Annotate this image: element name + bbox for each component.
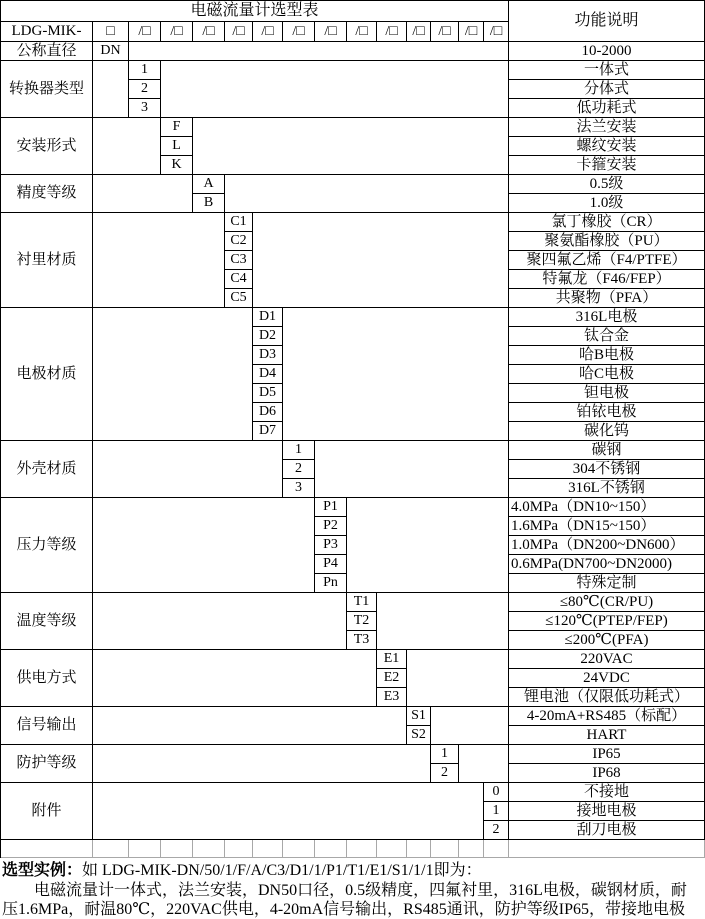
slash-code-box: /□ xyxy=(459,22,484,42)
function-cell: 钽电极 xyxy=(509,384,705,403)
filler-cell xyxy=(93,498,315,593)
function-cell: 碳钢 xyxy=(509,441,705,460)
example-model-code: 如 LDG-MIK-DN/50/1/F/A/C3/D1/1/P1/T1/E1/S1/1/1即为： xyxy=(82,862,482,879)
code-box: □ xyxy=(93,22,129,42)
code-cell: E1 xyxy=(377,650,407,669)
filler-cell xyxy=(93,308,253,441)
gridline-remnant-cell xyxy=(431,840,459,858)
slash-code-box: /□ xyxy=(129,22,161,42)
code-cell: S1 xyxy=(407,707,431,726)
example-description: 电磁流量计一体式，法兰安装，DN50口径，0.5级精度，四氟衬里，316L电极，碳钢材质，耐压1.6MPa，耐温80℃，220VAC供电，4-20mA信号输出，RS485通讯，防护等级IP65，带接地电极 xyxy=(2,882,687,918)
filler-cell xyxy=(93,783,484,840)
section-label: 电极材质 xyxy=(1,308,93,441)
function-cell: ≤200℃(PFA) xyxy=(509,631,705,650)
filler-cell xyxy=(377,593,509,650)
function-cell: 钛合金 xyxy=(509,327,705,346)
slash-code-box: /□ xyxy=(347,22,377,42)
code-cell: 1 xyxy=(484,802,509,821)
filler-cell xyxy=(93,61,129,118)
gridline-remnant-cell xyxy=(347,840,377,858)
filler-cell xyxy=(407,650,509,707)
section-label: 转换器类型 xyxy=(1,61,93,118)
function-cell: 法兰安装 xyxy=(509,118,705,137)
section-label: 外壳材质 xyxy=(1,441,93,498)
section-label: 温度等级 xyxy=(1,593,93,650)
code-cell: 2 xyxy=(129,80,161,99)
section-label: 安装形式 xyxy=(1,118,93,175)
filler-cell xyxy=(193,118,509,175)
code-cell: P3 xyxy=(315,536,347,555)
function-cell: 不接地 xyxy=(509,783,705,802)
table-title: 电磁流量计选型表 xyxy=(1,1,509,22)
function-cell: 碳化钨 xyxy=(509,422,705,441)
function-cell: 卡箍安装 xyxy=(509,156,705,175)
code-cell: B xyxy=(193,194,225,213)
filler-cell xyxy=(93,118,161,175)
code-cell: T3 xyxy=(347,631,377,650)
gridline-remnant-cell xyxy=(509,840,705,858)
function-cell: 螺纹安装 xyxy=(509,137,705,156)
function-cell: 304不锈钢 xyxy=(509,460,705,479)
function-cell: 分体式 xyxy=(509,80,705,99)
function-cell: 316L不锈钢 xyxy=(509,479,705,498)
gridline-remnant-cell xyxy=(315,840,347,858)
filler-cell xyxy=(93,745,431,783)
function-cell: 铂铱电极 xyxy=(509,403,705,422)
gridline-remnant-cell xyxy=(93,840,129,858)
function-cell: 4.0MPa（DN10~150） xyxy=(509,498,705,517)
code-cell: K xyxy=(161,156,193,175)
code-cell: A xyxy=(193,175,225,194)
section-label: 衬里材质 xyxy=(1,213,93,308)
filler-cell xyxy=(253,213,509,308)
function-cell: 4-20mA+RS485（标配） xyxy=(509,707,705,726)
function-cell: 哈B电极 xyxy=(509,346,705,365)
section-label: 供电方式 xyxy=(1,650,93,707)
function-cell: 24VDC xyxy=(509,669,705,688)
filler-cell xyxy=(93,441,283,498)
function-cell: 氯丁橡胶（CR） xyxy=(509,213,705,232)
function-cell: HART xyxy=(509,726,705,745)
section-label: 公称直径 xyxy=(1,42,93,61)
filler-cell xyxy=(93,707,407,745)
code-cell: D5 xyxy=(253,384,283,403)
function-cell: IP68 xyxy=(509,764,705,783)
function-cell: 一体式 xyxy=(509,61,705,80)
gridline-remnant-cell xyxy=(161,840,193,858)
slash-code-box: /□ xyxy=(407,22,431,42)
filler-cell xyxy=(283,308,509,441)
filler-cell xyxy=(459,745,509,783)
code-cell: Pn xyxy=(315,574,347,593)
filler-cell xyxy=(93,593,347,650)
code-cell: 0 xyxy=(484,783,509,802)
gridline-remnant-cell xyxy=(283,840,315,858)
section-label: 信号输出 xyxy=(1,707,93,745)
gridline-remnant-cell xyxy=(253,840,283,858)
code-cell: T2 xyxy=(347,612,377,631)
filler-cell xyxy=(129,42,509,61)
example-heading: 选型实例： xyxy=(2,862,83,879)
code-cell: D4 xyxy=(253,365,283,384)
filler-cell xyxy=(431,707,509,745)
code-cell: S2 xyxy=(407,726,431,745)
slash-code-box: /□ xyxy=(225,22,253,42)
filler-cell xyxy=(93,175,193,213)
code-cell: C5 xyxy=(225,289,253,308)
code-cell: C1 xyxy=(225,213,253,232)
code-cell: P1 xyxy=(315,498,347,517)
code-cell: L xyxy=(161,137,193,156)
code-cell: 2 xyxy=(283,460,315,479)
function-cell: 1.0MPa（DN200~DN600） xyxy=(509,536,705,555)
filler-cell xyxy=(315,441,509,498)
slash-code-box: /□ xyxy=(315,22,347,42)
filler-cell xyxy=(161,61,509,118)
function-cell: 聚四氟乙烯（F4/PTFE） xyxy=(509,251,705,270)
function-cell: 刮刀电极 xyxy=(509,821,705,840)
gridline-remnant-cell xyxy=(1,840,93,858)
code-cell: C2 xyxy=(225,232,253,251)
function-cell: IP65 xyxy=(509,745,705,764)
filler-cell xyxy=(225,175,509,213)
code-cell: T1 xyxy=(347,593,377,612)
code-cell: E3 xyxy=(377,688,407,707)
function-cell: 共聚物（PFA） xyxy=(509,289,705,308)
code-cell: P4 xyxy=(315,555,347,574)
code-cell: D2 xyxy=(253,327,283,346)
function-cell: 10-2000 xyxy=(509,42,705,61)
gridline-remnant-cell xyxy=(484,840,509,858)
function-cell: 1.0级 xyxy=(509,194,705,213)
function-cell: 接地电极 xyxy=(509,802,705,821)
slash-code-box: /□ xyxy=(377,22,407,42)
function-cell: ≤80℃(CR/PU) xyxy=(509,593,705,612)
function-cell: 220VAC xyxy=(509,650,705,669)
gridline-remnant-cell xyxy=(129,840,161,858)
section-label: 防护等级 xyxy=(1,745,93,783)
code-cell: 1 xyxy=(431,745,459,764)
model-prefix: LDG-MIK- xyxy=(1,22,93,42)
filler-cell xyxy=(93,650,377,707)
code-cell: 1 xyxy=(283,441,315,460)
code-cell: 2 xyxy=(431,764,459,783)
function-cell: 锂电池（仅限低功耗式） xyxy=(509,688,705,707)
slash-code-box: /□ xyxy=(161,22,193,42)
code-cell: E2 xyxy=(377,669,407,688)
slash-code-box: /□ xyxy=(253,22,283,42)
slash-code-box: /□ xyxy=(193,22,225,42)
gridline-remnant-cell xyxy=(459,840,484,858)
function-cell: 1.6MPa（DN15~150） xyxy=(509,517,705,536)
section-label: 压力等级 xyxy=(1,498,93,593)
code-cell: P2 xyxy=(315,517,347,536)
filler-cell xyxy=(93,213,225,308)
function-cell: 哈C电极 xyxy=(509,365,705,384)
gridline-remnant-cell xyxy=(193,840,225,858)
function-cell: 低功耗式 xyxy=(509,99,705,118)
slash-code-box: /□ xyxy=(283,22,315,42)
function-cell: ≤120℃(PTEP/FEP) xyxy=(509,612,705,631)
code-cell: 1 xyxy=(129,61,161,80)
code-cell: D3 xyxy=(253,346,283,365)
code-cell: D1 xyxy=(253,308,283,327)
function-header: 功能说明 xyxy=(509,1,705,42)
function-cell: 特殊定制 xyxy=(509,574,705,593)
section-label: 附件 xyxy=(1,783,93,840)
code-cell: 2 xyxy=(484,821,509,840)
function-cell: 特氟龙（F46/FEP） xyxy=(509,270,705,289)
gridline-remnant-cell xyxy=(377,840,407,858)
function-cell: 0.6MPa(DN700~DN2000) xyxy=(509,555,705,574)
code-cell: D7 xyxy=(253,422,283,441)
section-label: 精度等级 xyxy=(1,175,93,213)
function-cell: 0.5级 xyxy=(509,175,705,194)
function-cell: 316L电极 xyxy=(509,308,705,327)
code-cell: 3 xyxy=(283,479,315,498)
slash-code-box: /□ xyxy=(484,22,509,42)
code-cell: 3 xyxy=(129,99,161,118)
code-cell: C4 xyxy=(225,270,253,289)
code-cell: C3 xyxy=(225,251,253,270)
gridline-remnant-cell xyxy=(225,840,253,858)
function-cell: 聚氨酯橡胶（PU） xyxy=(509,232,705,251)
example-section xyxy=(0,858,705,919)
gridline-remnant-cell xyxy=(407,840,431,858)
filler-cell xyxy=(347,498,509,593)
code-cell: D6 xyxy=(253,403,283,422)
slash-code-box: /□ xyxy=(431,22,459,42)
code-cell: F xyxy=(161,118,193,137)
example-heading-line xyxy=(2,861,701,880)
code-cell: DN xyxy=(93,42,129,61)
